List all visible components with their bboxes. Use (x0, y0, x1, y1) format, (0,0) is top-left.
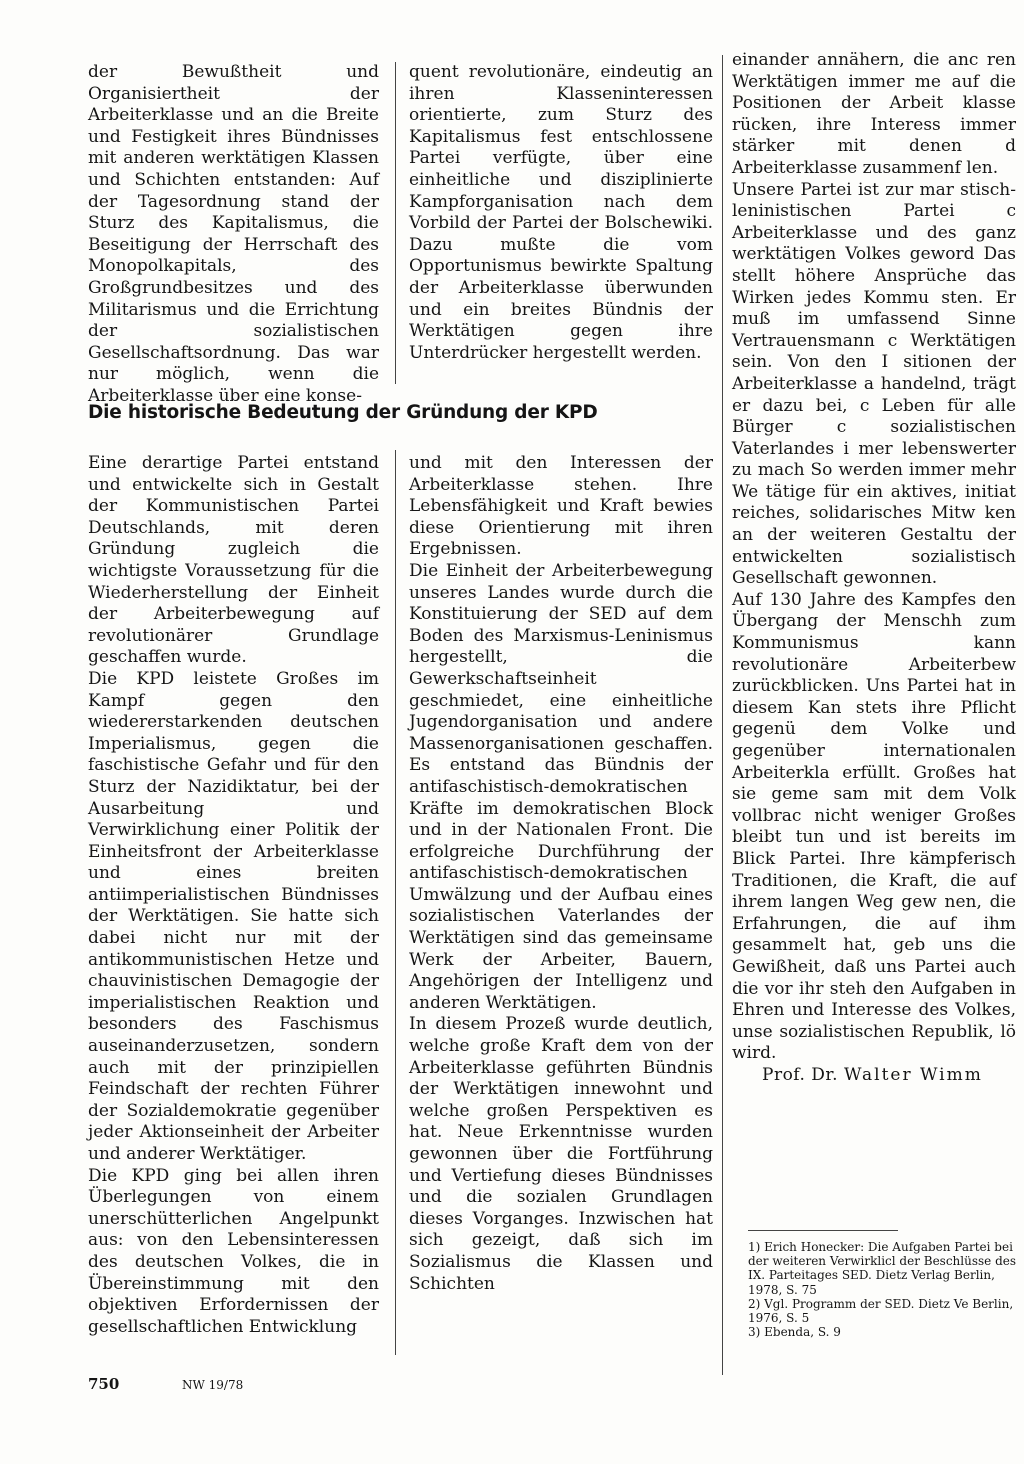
column-divider (395, 62, 396, 384)
paragraph: Unsere Partei ist zur mar stisch-leninistischen Partei c Arbeiterklasse und des ganz werktätigen Volkes geword Das stellt höhere Ansprüche das Wirken jedes Kommu sten. Er muß im umfassend Sinne Vertrauensmann c Werktätigen sein. Von den I sitionen der Arbeiterklasse a handelnd, trägt er dazu bei, c Leben für alle Bürger c sozialistischen Vaterlandes i mer lebenswerter zu mach So werden immer mehr We tätige für ein aktives, initiat reiches, solidarisches Mitw ken an der weiteren Gestaltu der entwickelten sozialistisch Gesellschaft gewonnen. (732, 179, 1016, 589)
paragraph: Die Einheit der Arbeiterbewegung unseres Landes wurde durch die Konstituierung der SED auf dem Boden des Marxismus-Leninismus hergestellt, die Gewerkschaftseinheit geschmiedet, eine einheitliche Jugendorganisation und andere Massenorganisationen geschaffen. Es entstand das Bündnis der antifaschistisch-demokratischen Kräfte im demokratischen Block und in der Nationalen Front. Die erfolgreiche Durchführung der antifaschistisch-demokratischen Umwälzung und der Aufbau eines sozialistischen Vaterlandes der Werktätigen sind das gemeinsame Werk der Arbeiter, Bauern, Angehörigen der Intelligenz und anderen Werktätigen. (409, 560, 713, 1013)
right-column (732, 50, 1016, 1087)
intro-column-2 (409, 62, 713, 364)
intro-column-1 (88, 62, 379, 408)
paragraph: In diesem Prozeß wurde deutlich, welche große Kraft dem von der Arbeiterklasse geführten Bündnis der Werktätigen innewohnt und welche großen Perspektiven es hat. Neue Erkenntnisse wurden gewonnen über die Fortführung und Vertiefung dieses Bündnisses und die sozialen Grundlagen dieses Vorganges. Inzwischen hat sich gezeigt, daß sich im Sozialismus die Klassen und Schichten (409, 1014, 713, 1294)
paragraph: und mit den Interessen der Arbeiterklasse stehen. Ihre Lebensfähigkeit und Kraft bewies diese Orientierung mit ihren Ergebnissen. (409, 453, 713, 560)
author-title: Prof. Dr. (762, 1064, 839, 1085)
main-column-2 (409, 453, 713, 1295)
footnote: 1) Erich Honecker: Die Aufgaben Partei bei der weiteren Verwirklicl der Beschlüsse des IX. Parteitages SED. Dietz Verlag Berlin, 1978, S. 75 (748, 1240, 1017, 1297)
column-divider (722, 55, 723, 1375)
column-divider (395, 450, 396, 1355)
section-heading: Die historische Bedeutung der Gründung der KPD (88, 402, 598, 423)
author-name: Walter Wimm (844, 1064, 983, 1085)
paragraph: Die KPD leistete Großes im Kampf gegen den wiedererstarkenden deutschen Imperialismus, gegen die faschistische Gefahr und für den Sturz der Nazidiktatur, bei der Ausarbeitung und Verwirklichung einer Politik der Einheitsfront der Arbeiterklasse und eines breiten antiimperialistischen Bündnisses der Werktätigen. Sie hatte sich dabei nicht nur mit der antikommunistischen Hetze und chauvinistischen Demagogie der imperialistischen Reaktion und besonders des Faschismus auseinanderzusetzen, sondern auch mit der prinzipiellen Feindschaft der rechten Führer der Sozialdemokratie gegenüber jeder Aktionseinheit der Arbeiter und anderer Werktätiger. (88, 668, 379, 1164)
footnote: 3) Ebenda, S. 9 (748, 1325, 841, 1340)
paragraph: einander annähern, die anc ren Werktätigen immer me auf die Positionen der Arbeit klasse rücken, ihre Interess immer stärker mit denen d Arbeiterklasse zusammenf len. (732, 50, 1016, 178)
footnote-divider (748, 1230, 898, 1231)
footnote: 2) Vgl. Programm der SED. Dietz Ve Berlin, 1976, S. 5 (748, 1296, 1014, 1326)
page-number: 750 (88, 1375, 120, 1393)
author-signature (732, 1065, 1016, 1087)
paragraph: quent revolutionäre, eindeutig an ihren Klasseninteressen orientierte, zum Sturz des Kapitalismus fest entschlossene Partei verfügte, über eine einheitliche und disziplinierte Kampforganisation nach dem Vorbild der Partei der Bolschewiki. Dazu mußte die vom Opportunismus bewirkte Spaltung der Arbeiterklasse überwunden und ein breites Bündnis der Werktätigen gegen ihre Unterdrücker hergestellt werden. (409, 62, 713, 363)
paragraph: Die KPD ging bei allen ihren Überlegungen von einem unerschütterlichen Angelpunkt aus: von den Lebensinteressen des deutschen Volkes, die in Übereinstimmung mit den objektiven Erfordernissen der gesellschaftlichen Entwicklung (88, 1165, 379, 1337)
footnotes (748, 1240, 1024, 1339)
paragraph: Eine derartige Partei entstand und entwickelte sich in Gestalt der Kommunistischen Partei Deutschlands, mit deren Gründung zugleich die wichtigste Voraussetzung für die Wiederherstellung der Einheit der Arbeiterbewegung auf revolutionärer Grundlage geschaffen wurde. (88, 453, 379, 668)
main-column-1 (88, 453, 379, 1338)
paragraph: der Bewußtheit und Organisiertheit der Arbeiterklasse und an die Breite und Festigkeit ihres Bündnisses mit anderen werktätigen Klassen und Schichten entstanden: Auf der Tagesordnung stand der Sturz des Kapitalismus, die Beseitigung der Herrschaft des Monopolkapitals, des Großgrundbesitzes und des Militarismus und die Errichtung der sozialistischen Gesellschaftsordnung. Das war nur möglich, wenn die Arbeiterklasse über eine konse- (88, 62, 379, 406)
issue-label: NW 19/78 (182, 1378, 244, 1392)
paragraph: Auf 130 Jahre des Kampfes den Übergang der Menschh zum Kommunismus kann revolutionäre Arbeiterbew zurückblicken. Uns Partei hat in diesem Kan stets ihre Pflicht gegenü dem Volke und gegenüber internationalen Arbeiterkla erfüllt. Großes hat sie geme sam mit dem Volk vollbrac nicht weniger Großes bleibt tun und ist bereits im Blick Partei. Ihre kämpferisch Traditionen, die Kraft, die auf ihrem langen Weg gew nen, die Erfahrungen, die auf ihm gesammelt hat, geb uns die Gewißheit, daß uns Partei auch die vor ihr steh den Aufgaben in Ehren und Interesse des Volkes, unse sozialistischen Republik, lö wird. (732, 589, 1016, 1064)
